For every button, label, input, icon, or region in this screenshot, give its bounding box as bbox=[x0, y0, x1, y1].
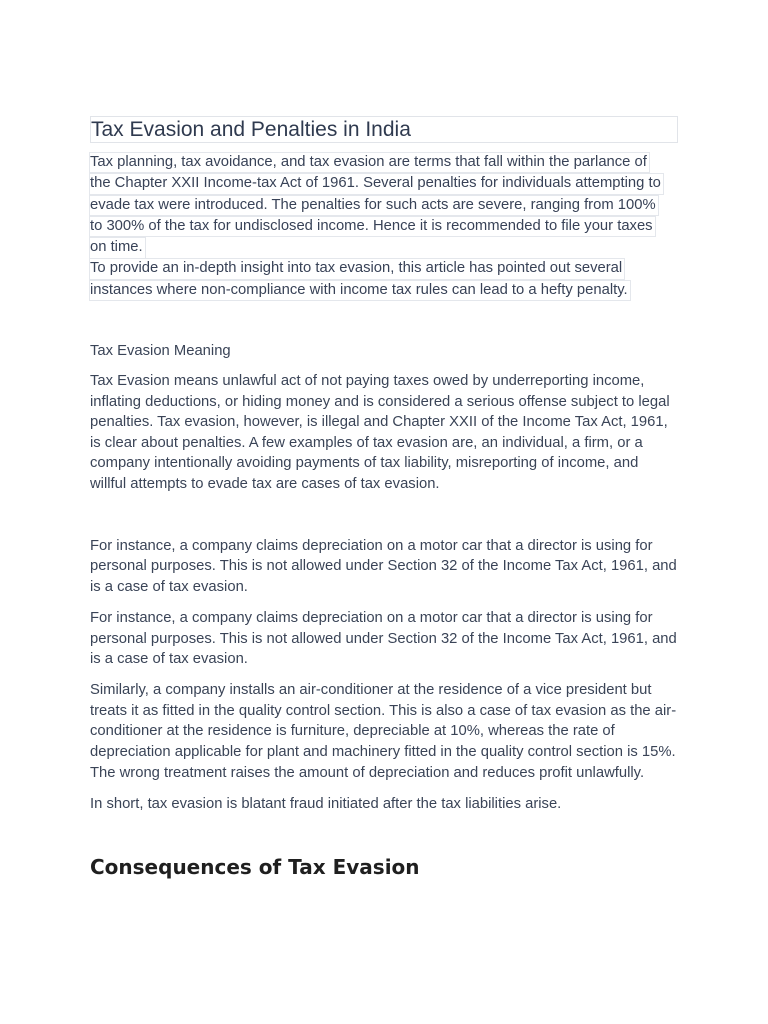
consequences-heading: Consequences of Tax Evasion bbox=[90, 855, 420, 880]
example-paragraph: For instance, a company claims depreciation on a motor car that a director is using for personal purposes. This is not allowed under Section 32 of the Income Tax Act, 1961, and is a case of tax evasion. bbox=[90, 609, 677, 668]
summary-paragraph: In short, tax evasion is blatant fraud initiated after the tax liabilities arise. bbox=[90, 795, 562, 812]
page-title: Tax Evasion and Penalties in India bbox=[91, 118, 411, 141]
example-paragraph: For instance, a company claims depreciation on a motor car that a director is using for personal purposes. This is not allowed under Section 32 of the Income Tax Act, 1961, and is a case of tax evasion. bbox=[90, 537, 677, 595]
intro-line: on time. bbox=[89, 237, 146, 258]
intro-line: the Chapter XXII Income-tax Act of 1961. Several penalties for individuals attempting to bbox=[89, 173, 664, 194]
intro-line: evade tax were introduced. The penalties for such acts are severe, ranging from 100% bbox=[89, 195, 659, 216]
intro-line: Tax planning, tax avoidance, and tax evasion are terms that fall within the parlance of bbox=[89, 152, 650, 173]
intro-line: instances where non-compliance with income tax rules can lead to a hefty penalty. bbox=[89, 280, 631, 301]
similarly-paragraph: Similarly, a company installs an air-conditioner at the residence of a vice president but treats it as fitted in the quality control section. This is also a case of tax evasion as the air-conditioner at the residence is furniture, depreciable at 10%, whereas the rate of depreciation applicable for plant and machinery fitted in the quality control section is 15%. The wrong treatment raises the amount of depreciation and reduces profit unlawfully. bbox=[90, 682, 677, 781]
title-box bbox=[90, 116, 678, 143]
intro-block bbox=[90, 151, 678, 300]
intro-line: to 300% of the tax for undisclosed income. Hence it is recommended to file your taxes bbox=[89, 216, 656, 237]
meaning-paragraph: Tax Evasion means unlawful act of not paying taxes owed by underreporting income, inflating deductions, or hiding money and is considered a serious offense subject to legal penalties. Tax evasion, however, is illegal and Chapter XXII of the Income Tax Act, 1961, is clear about penalties. A few examples of tax evasion are, an individual, a firm, or a company intentionally avoiding payments of tax liability, misreporting of income, and willful attempts to evade tax are cases of tax evasion. bbox=[90, 373, 670, 493]
intro-line: To provide an in-depth insight into tax evasion, this article has pointed out several bbox=[89, 258, 625, 279]
meaning-heading: Tax Evasion Meaning bbox=[90, 343, 231, 360]
document-page bbox=[90, 116, 678, 880]
